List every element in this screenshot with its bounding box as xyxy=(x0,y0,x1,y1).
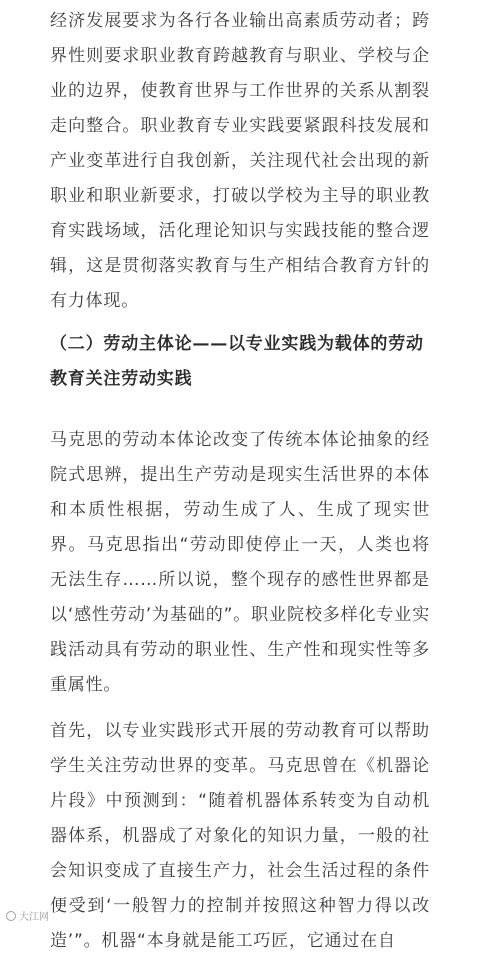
watermark-logo-icon xyxy=(6,911,16,921)
watermark-text: 大江网 xyxy=(19,912,49,923)
section-heading: （二）劳动主体论——以专业实践为载体的劳动教育关注劳动实践 xyxy=(50,334,424,389)
paragraph-3: 首先，以专业实践形式开展的劳动教育可以帮助学生关注劳动世界的变革。马克思曾在《机器论片段》中预测到：“随着机器体系转变为自动机器体系，机器成了对象化的知识力量，一般的社会知识变成了直接生产力，社会生活过程的条件便受到‘一般智力的控制并按照这种智力得以改造’”。机器“本身就是能工巧匠，它通过在自 xyxy=(50,721,430,951)
watermark xyxy=(6,908,49,923)
paragraph-1: 经济发展要求为各行各业输出高素质劳动者；跨界性则要求职业教育跨越教育与职业、学校与企业的边界，使教育世界与工作世界的关系从割裂走向整合。职业教育专业实践要紧跟科技发展和产业变革进行自我创新，关注现代社会出现的新职业和职业新要求，打破以学校为主导的职业教育实践场域，活化理论知识与实践技能的整合逻辑，这是贯彻落实教育与生产相结合教育方针的有力体现。 xyxy=(50,11,430,311)
paragraph-2: 马克思的劳动本体论改变了传统本体论抽象的经院式思辨，提出生产劳动是现实生活世界的本体和本质性根据，劳动生成了人、生成了现实世界。马克思指出“劳动即使停止一天，人类也将无法生存……所以说，整个现存的感性世界都是以‘感性劳动’为基础的”。职业院校多样化专业实践活动具有劳动的职业性、生产性和现实性等多重属性。 xyxy=(50,430,430,695)
